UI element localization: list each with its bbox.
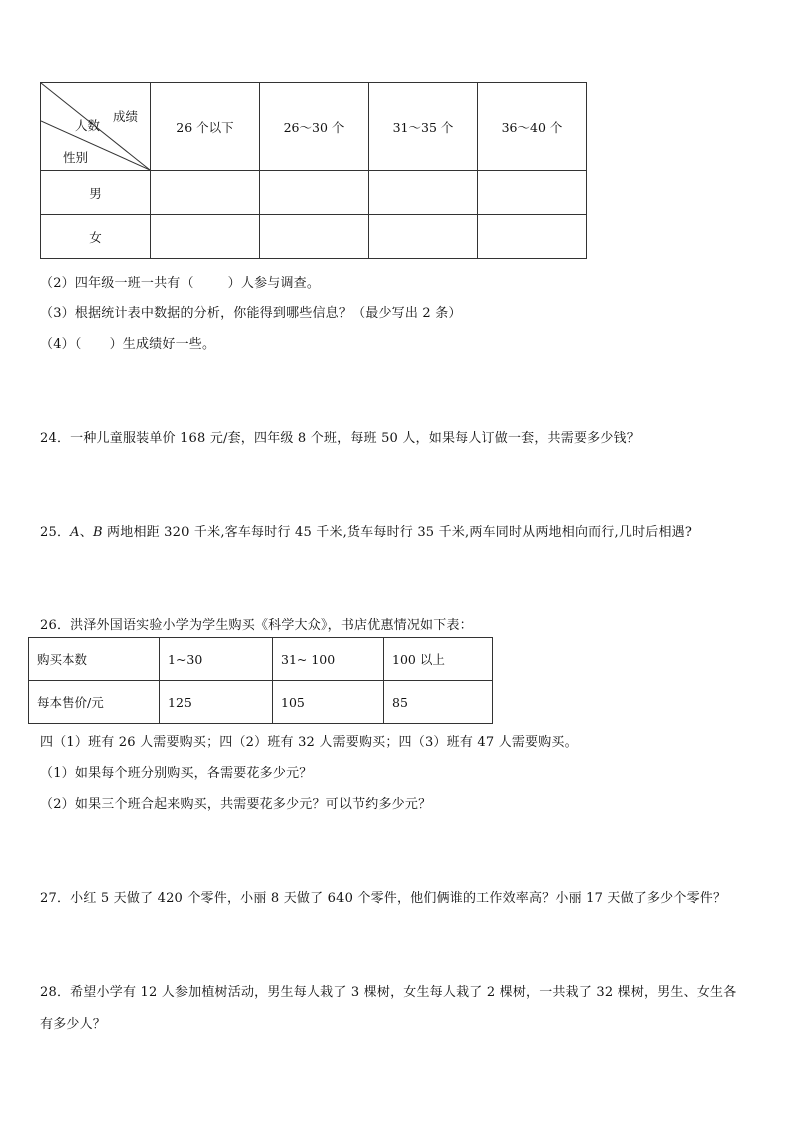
table-cell [478,171,587,215]
question-27: 27．小红 5 天做了 420 个零件，小丽 8 天做了 640 个零件，他们俩谁的工作效率高？小丽 17 天做了多少个零件？ [40,891,727,906]
question-24: 24．一种儿童服装单价 168 元/套，四年级 8 个班，每班 50 人，如果每人订做一套，共需要多少钱？ [40,431,640,446]
header-label-gender: 性别 [63,150,89,165]
table-cell [369,215,478,259]
table-cell: 125 [160,681,273,724]
table-cell [369,171,478,215]
table-cell [151,215,260,259]
table-cell [260,171,369,215]
question-26-part2: （2）如果三个班合起来购买，共需要花多少元？可以节约多少元？ [40,797,432,812]
column-header: 26 个以下 [151,83,260,171]
table-cell [151,171,260,215]
question-28-line2: 有多少人？ [40,1017,107,1032]
score-table [40,82,587,259]
q23-part4: （4）（ ）生成绩好一些。 [40,337,216,352]
column-header: 26～30 个 [260,83,369,171]
q23-part2: （2）四年级一班一共有（ ）人参与调查。 [40,276,321,291]
row-label-male: 男 [41,171,151,215]
diagonal-header-cell [41,83,151,171]
table-cell: 1~30 [160,638,273,681]
table-cell: 100 以上 [384,638,493,681]
row-label-female: 女 [41,215,151,259]
header-label-count: 人数 [75,118,101,133]
table-cell: 每本售价/元 [29,681,160,724]
table-cell: 105 [273,681,384,724]
price-table [28,637,493,724]
question-25: 25．A、B 两地相距 320 千米,客车每时行 45 千米,货车每时行 35 千米,两车同时从两地相向而行,几时后相遇? [40,525,693,540]
header-label-score: 成绩 [113,109,139,124]
column-header: 36～40 个 [478,83,587,171]
table-cell: 85 [384,681,493,724]
q23-part3: （3）根据统计表中数据的分析，你能得到哪些信息？（最少写出 2 条） [40,306,462,321]
table-cell [260,215,369,259]
question-28-line1: 28．希望小学有 12 人参加植树活动，男生每人栽了 3 棵树，女生每人栽了 2 棵树，一共栽了 32 棵树，男生、女生各 [40,985,737,1000]
table-cell: 31~ 100 [273,638,384,681]
column-header: 31～35 个 [369,83,478,171]
question-26-intro: 26．洪泽外国语实验小学为学生购买《科学大众》，书店优惠情况如下表： [40,618,473,633]
table-cell [478,215,587,259]
question-26-info: 四（1）班有 26 人需要购买；四（2）班有 32 人需要购买；四（3）班有 47 人需要购买。 [40,735,578,750]
table-cell: 购买本数 [29,638,160,681]
question-26-part1: （1）如果每个班分别购买，各需要花多少元？ [40,766,313,781]
